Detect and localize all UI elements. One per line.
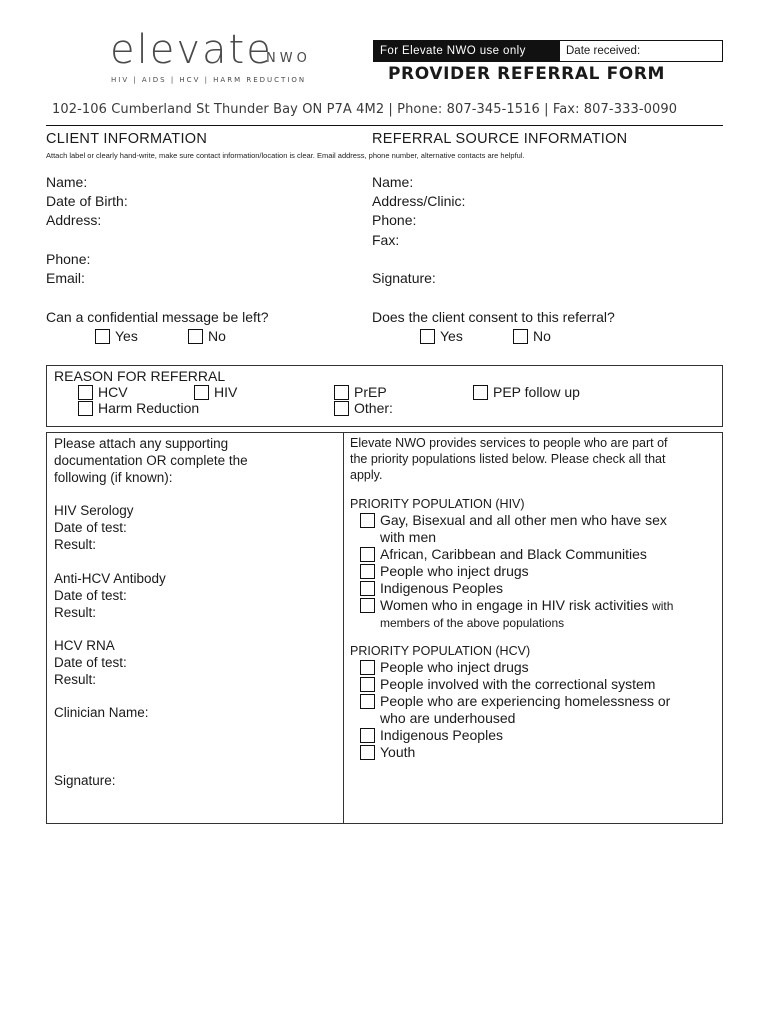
checkbox[interactable] — [95, 329, 110, 344]
logo-suffix: NWO — [266, 51, 311, 66]
organization-address: 102-106 Cumberland St Thunder Bay ON P7A 4M2 | Phone: 807-345-1516 | Fax: 807-333-0090 — [52, 102, 678, 117]
checkbox[interactable] — [334, 385, 349, 400]
source-phone-field[interactable]: Phone: — [372, 212, 417, 228]
form-title: PROVIDER REFERRAL FORM — [388, 64, 666, 84]
checkbox[interactable] — [360, 728, 375, 743]
priority-hiv-list — [360, 512, 673, 631]
option-label: HCV — [98, 384, 128, 400]
header-divider — [46, 125, 723, 126]
priority-hiv-indigenous-option[interactable] — [360, 580, 673, 597]
reason-hiv-option[interactable] — [194, 384, 237, 400]
priority-hcv-homelessness-option[interactable] — [360, 693, 670, 727]
client-name-field[interactable]: Name: — [46, 174, 88, 190]
option-label: Other: — [354, 400, 393, 416]
checkbox[interactable] — [188, 329, 203, 344]
priority-hcv-pwid-option[interactable] — [360, 659, 670, 676]
client-email-field[interactable]: Email: — [46, 270, 85, 286]
column-divider — [343, 432, 344, 824]
option-label: Yes — [440, 328, 463, 344]
checkbox[interactable] — [334, 401, 349, 416]
priority-hcv-indigenous-option[interactable] — [360, 727, 670, 744]
clinician-signature-field[interactable]: Signature: — [54, 773, 116, 788]
reason-prep-option[interactable] — [334, 384, 387, 400]
intro-line: Please attach any supporting — [54, 436, 229, 451]
consent-yes-option[interactable] — [420, 328, 463, 344]
date-of-test-field[interactable]: Date of test: — [54, 588, 127, 603]
supporting-docs-intro — [54, 435, 248, 486]
priority-hiv-acb-option[interactable] — [360, 546, 673, 563]
client-phone-field[interactable]: Phone: — [46, 251, 91, 267]
reason-pep-option[interactable] — [473, 384, 580, 400]
checkbox[interactable] — [360, 581, 375, 596]
hcv-rna-section — [54, 637, 127, 688]
priority-hcv-heading: PRIORITY POPULATION (HCV) — [350, 644, 531, 658]
checkbox[interactable] — [360, 598, 375, 613]
clinician-name-field[interactable]: Clinician Name: — [54, 705, 149, 720]
option-label: Harm Reduction — [98, 400, 200, 416]
checkbox[interactable] — [513, 329, 528, 344]
confidential-no-option[interactable] — [188, 328, 226, 344]
source-signature-field[interactable]: Signature: — [372, 270, 436, 286]
office-use-box — [373, 40, 723, 62]
source-name-field[interactable]: Name: — [372, 174, 414, 190]
reason-hcv-option[interactable] — [78, 384, 128, 400]
anti-hcv-section — [54, 570, 166, 621]
intro-line: the priority populations listed below. Please check all that — [350, 452, 666, 466]
checkbox[interactable] — [360, 660, 375, 675]
client-address-field[interactable]: Address: — [46, 212, 102, 228]
checkbox[interactable] — [78, 385, 93, 400]
option-label: PrEP — [354, 384, 387, 400]
reason-heading: REASON FOR REFERRAL — [54, 368, 226, 384]
option-label-small: members of the above populations — [380, 616, 565, 630]
result-field[interactable]: Result: — [54, 672, 97, 687]
option-label: People who are experiencing homelessness or — [380, 693, 671, 709]
priority-hcv-correctional-option[interactable] — [360, 676, 670, 693]
test-name: HCV RNA — [54, 638, 115, 653]
checkbox[interactable] — [420, 329, 435, 344]
checkbox[interactable] — [360, 513, 375, 528]
option-label: PEP follow up — [493, 384, 580, 400]
checkbox[interactable] — [473, 385, 488, 400]
option-label: People involved with the correctional system — [380, 676, 656, 692]
logo-wordmark: elevate — [110, 27, 273, 73]
consent-no-option[interactable] — [513, 328, 551, 344]
option-label: People who inject drugs — [380, 659, 529, 675]
option-label: People who inject drugs — [380, 563, 529, 579]
reason-other-option[interactable] — [334, 400, 393, 416]
client-info-heading: CLIENT INFORMATION — [46, 131, 208, 147]
result-field[interactable]: Result: — [54, 537, 97, 552]
option-label: Youth — [380, 744, 416, 760]
option-label: No — [533, 328, 551, 344]
option-label-small: with — [652, 599, 674, 613]
checkbox[interactable] — [360, 547, 375, 562]
priority-hiv-heading: PRIORITY POPULATION (HIV) — [350, 497, 525, 511]
priority-intro — [350, 435, 668, 483]
intro-line: documentation OR complete the — [54, 453, 248, 468]
option-label: Indigenous Peoples — [380, 580, 503, 596]
option-label: Women who in engage in HIV risk activities — [380, 597, 649, 613]
intro-line: Elevate NWO provides services to people who are part of — [350, 436, 668, 450]
option-label: Gay, Bisexual and all other men who have sex — [380, 512, 667, 528]
option-label: No — [208, 328, 226, 344]
hiv-serology-section — [54, 502, 134, 553]
option-label: who are underhoused — [380, 710, 516, 726]
priority-hiv-pwid-option[interactable] — [360, 563, 673, 580]
confidential-yes-option[interactable] — [95, 328, 138, 344]
option-label: Indigenous Peoples — [380, 727, 503, 743]
confidential-message-question: Can a confidential message be left? — [46, 309, 269, 325]
reason-harm-reduction-option[interactable] — [78, 400, 199, 416]
date-of-test-field[interactable]: Date of test: — [54, 520, 127, 535]
date-received-label[interactable]: Date received: — [566, 45, 641, 57]
source-address-field[interactable]: Address/Clinic: — [372, 193, 466, 209]
client-instructions: Attach label or clearly hand-write, make sure contact information/location is clear. Email address, phone number, alternative contacts are helpful. — [46, 151, 525, 160]
checkbox[interactable] — [360, 694, 375, 709]
checkbox[interactable] — [194, 385, 209, 400]
test-name: HIV Serology — [54, 503, 134, 518]
result-field[interactable]: Result: — [54, 605, 97, 620]
office-use-label: For Elevate NWO use only — [374, 41, 560, 61]
priority-hcv-list — [360, 659, 670, 761]
test-name: Anti-HCV Antibody — [54, 571, 166, 586]
checkbox[interactable] — [360, 564, 375, 579]
option-label: Yes — [115, 328, 138, 344]
checkbox[interactable] — [78, 401, 93, 416]
priority-hcv-youth-option[interactable] — [360, 744, 670, 761]
priority-hiv-gbmsm-option[interactable] — [360, 512, 673, 546]
checkbox[interactable] — [360, 745, 375, 760]
intro-line: apply. — [350, 468, 383, 482]
logo-tagline: HIV | AIDS | HCV | HARM REDUCTION — [111, 76, 307, 84]
option-label: African, Caribbean and Black Communities — [380, 546, 647, 562]
priority-hiv-women-option[interactable] — [360, 597, 673, 631]
checkbox[interactable] — [360, 677, 375, 692]
consent-question: Does the client consent to this referral? — [372, 309, 615, 325]
client-dob-field[interactable]: Date of Birth: — [46, 193, 128, 209]
option-label: HIV — [214, 384, 238, 400]
referral-source-heading: REFERRAL SOURCE INFORMATION — [372, 131, 628, 147]
source-fax-field[interactable]: Fax: — [372, 232, 400, 248]
date-of-test-field[interactable]: Date of test: — [54, 655, 127, 670]
option-label: with men — [380, 529, 437, 545]
intro-line: following (if known): — [54, 470, 173, 485]
